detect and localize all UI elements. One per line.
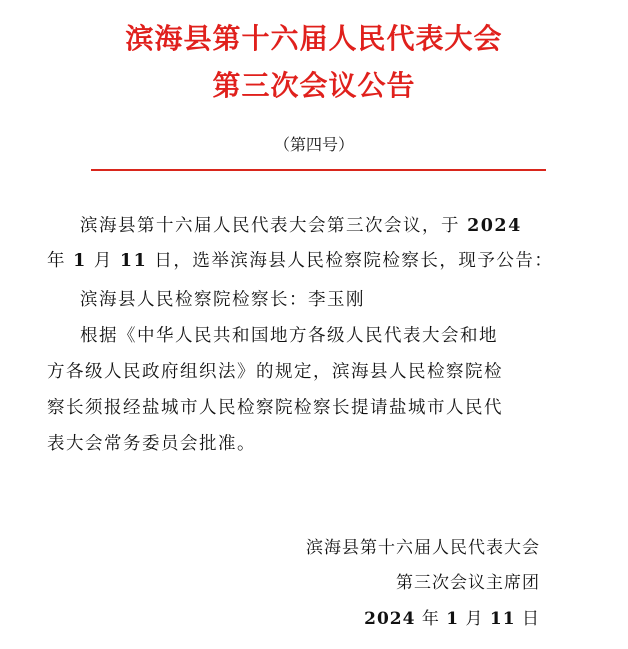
signature-org-line-1: 滨海县第十六届人民代表大会 bbox=[306, 538, 540, 558]
election-month: 1 bbox=[73, 251, 87, 271]
year-unit: 年 bbox=[47, 251, 66, 271]
elected-official-line: 滨海县人民检察院检察长：李玉刚 bbox=[80, 290, 365, 310]
signature-year-unit: 年 bbox=[421, 609, 440, 629]
paragraph-3-line-4: 表大会常务委员会批准。 bbox=[47, 434, 256, 454]
title-line-1: 滨海县第十六届人民代表大会 bbox=[125, 22, 503, 55]
paragraph-1-line-2 bbox=[47, 244, 553, 278]
paragraph-1-text: 滨海县第十六届人民代表大会第三次会议，于 bbox=[80, 216, 460, 236]
signature-date bbox=[364, 607, 540, 631]
title-line-2: 第三次会议公告 bbox=[212, 69, 416, 102]
document-number: （第四号） bbox=[273, 135, 354, 154]
paragraph-1-line-1 bbox=[80, 209, 522, 243]
signature-month: 1 bbox=[446, 609, 460, 629]
signature-month-unit: 月 bbox=[465, 609, 484, 629]
paragraph-1-rest: 日，选举滨海县人民检察院检察长，现予公告： bbox=[154, 251, 554, 271]
month-unit: 月 bbox=[93, 251, 113, 271]
red-divider bbox=[91, 169, 546, 171]
paragraph-3-line-1: 根据《中华人民共和国地方各级人民代表大会和地 bbox=[80, 326, 498, 346]
paragraph-3-line-3: 察长须报经盐城市人民检察院检察长提请盐城市人民代 bbox=[47, 398, 503, 418]
signature-org-line-2: 第三次会议主席团 bbox=[396, 573, 540, 593]
signature-year: 2024 bbox=[364, 609, 416, 629]
signature-day: 11 bbox=[489, 609, 516, 629]
election-year: 2024 bbox=[467, 216, 522, 236]
paragraph-3-line-2: 方各级人民政府组织法》的规定，滨海县人民检察院检 bbox=[47, 362, 503, 382]
election-day: 11 bbox=[119, 251, 148, 271]
signature-day-unit: 日 bbox=[522, 609, 540, 629]
